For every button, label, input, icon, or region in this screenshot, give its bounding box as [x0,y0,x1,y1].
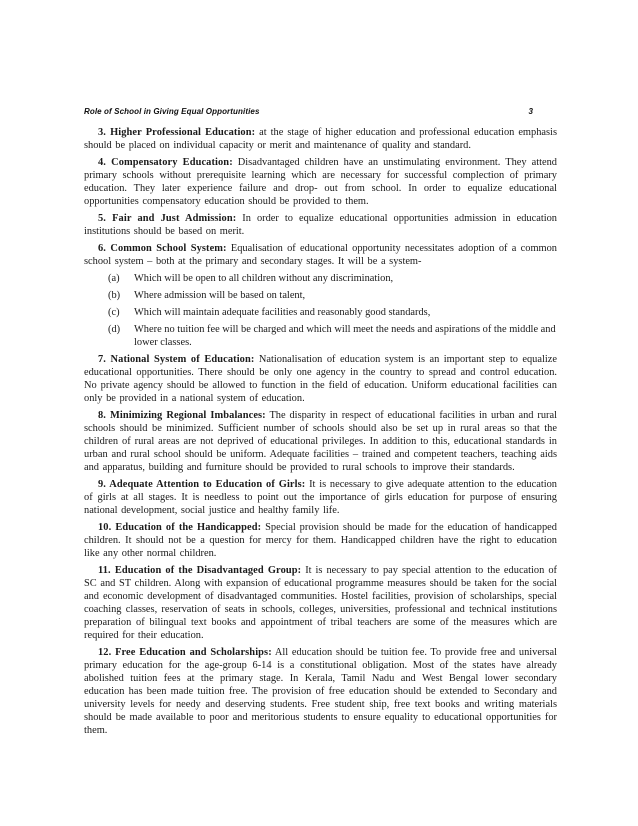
paragraph-heading: 4. Compensatory Education: [98,157,233,168]
list-item-marker: (d) [108,324,121,335]
paragraph-heading: 7. National System of Education: [98,354,255,365]
paragraph: 12. Free Education and Scholarships: All education should be tuition fee. To provide free and universal primary education for the age-group 6-14 is a constitutional obligation. Most of the states have already abolished tuition fees at the primary stage. In Kerala, Tamil Nadu and West Bengal lower secondary education has been made tuition free. The provision of free education should be extended to Secondary and university levels for needy and deserving students. Free student ship, free text books and writing materials should be made available to poor and meritorious students to ensure equality to educational opportunities for them. [84,647,557,736]
page-content [84,107,557,741]
page-header [84,107,557,117]
list-item-text: Where admission will be based on talent, [134,290,306,301]
list-item-marker: (c) [108,307,120,318]
list-item [108,289,557,302]
list-item [108,306,557,319]
paragraph: 10. Education of the Handicapped: Special provision should be made for the education of handicapped children. It should not be a question for mercy for them. Handicapped children have the right to education like any other normal children. [84,522,557,559]
list-item-marker: (b) [108,290,121,301]
paragraph: 4. Compensatory Education: Disadvantaged children have an unstimulating environment. They attend primary schools without prerequisite learning which are necessary for successful complection of primary education. They later experience failure and drop- out from school. In order to equalize educational opportunities compensatory education should be provided to them. [84,157,557,207]
list-item [108,323,557,349]
paragraph-heading: 5. Fair and Just Admission: [98,213,237,224]
paragraph: 9. Adequate Attention to Education of Girls: It is necessary to give adequate attention to the education of girls at all stages. It is needless to point out the importance of girls education for purpose of ensuring national development, social justice and healthy family life. [84,479,557,516]
paragraph-heading: 3. Higher Professional Education: [98,127,256,138]
running-head-title: Role of School in Giving Equal Opportunities [84,107,260,116]
paragraph: 8. Minimizing Regional Imbalances: The disparity in respect of educational facilities in urban and rural schools should be minimized. Sufficient number of schools should also be set up in rural areas so that the children of rural areas are not deprived of educational privileges. In addition to this, educational standards in urban and rural school should be uniform. Adequate facilities – trained and competent teachers, teaching aids and apparatus, building and furniture should be provided to rural schools to improve their standards. [84,410,557,473]
lettered-list [84,272,557,349]
paragraph-heading: 11. Education of the Disadvantaged Group: [98,565,302,576]
paragraph-heading: 9. Adequate Attention to Education of Girls: [98,479,306,490]
list-item-text: Which will be open to all children without any discrimination, [134,273,394,284]
document-body [84,126,557,737]
paragraph-heading: 10. Education of the Handicapped: [98,522,262,533]
list-item [108,272,557,285]
paragraph: 6. Common School System: Equalisation of educational opportunity necessitates adoption of a common school system – both at the primary and secondary stages. It will be a system- [84,243,557,267]
paragraph: 5. Fair and Just Admission: In order to equalize educational opportunities admission in education institutions should be based on merit. [84,213,557,237]
paragraph: 11. Education of the Disadvantaged Group: It is necessary to pay special attention to the education of SC and ST children. Along with expansion of educational programme measures should be taken for the social and economic development of disadvantaged communities. Hostel facilities, provision of scholarships, special coaching classes, reservation of seats in schools, colleges, universities, professional and technical institutions preparation of bilingual text books and appointment of tribal teachers are some of the measures which are required for their education. [84,565,557,641]
paragraph-heading: 12. Free Education and Scholarships: [98,647,272,658]
paragraph: 7. National System of Education: Nationalisation of education system is an important step to equalize educational opportunities. There should be only one agency in the country to spread and control education. No private agency should be allowed to function in the field of education. Uniform educational facilities can only be provided in a national system of education. [84,354,557,404]
list-item-text: Where no tuition fee will be charged and which will meet the needs and aspirations of the middle and lower classes. [134,324,556,348]
list-item-text: Which will maintain adequate facilities and reasonably good standards, [134,307,431,318]
page-number: 3 [528,107,533,116]
list-item-marker: (a) [108,273,120,284]
paragraph-heading: 8. Minimizing Regional Imbalances: [98,410,266,421]
paragraph-heading: 6. Common School System: [98,243,227,254]
paragraph: 3. Higher Professional Education: at the stage of higher education and professional education emphasis should be placed on individual capacity or merit and maintenance of quality and standard. [84,127,557,151]
